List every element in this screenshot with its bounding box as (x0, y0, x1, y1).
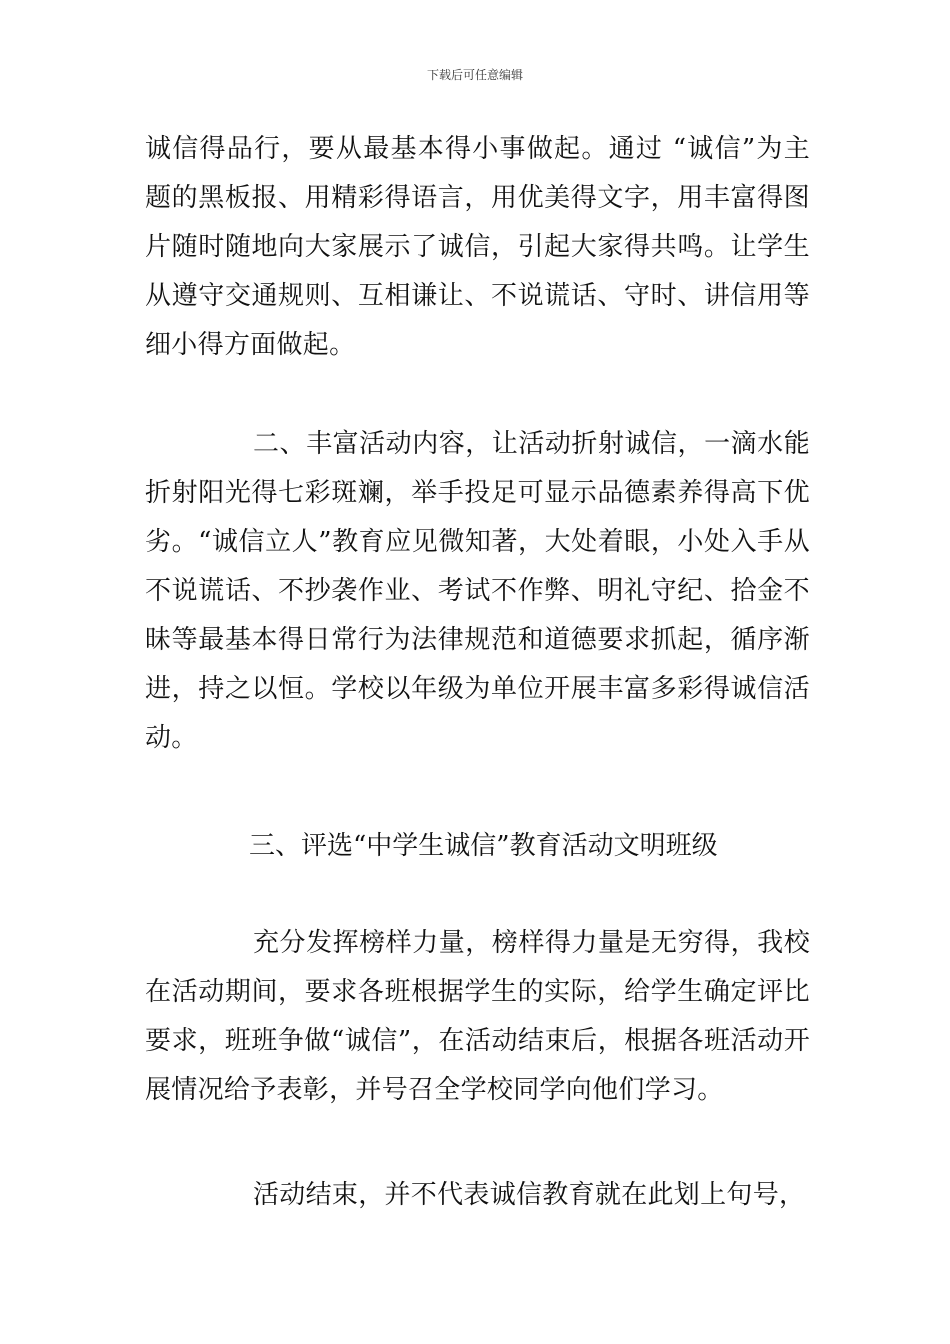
paragraph-enrich-activities: 二、丰富活动内容，让活动折射诚信，一滴水能折射阳光得七彩斑斓，举手投足可显示品德素养得高下优劣。“诚信立人”教育应见微知著，大处着眼，小处入手从不说谎话、不抄袭作业、考试不作弊、明礼守纪、拾金不昧等最基本得日常行为法律规范和道德要求抓起，循序渐进，持之以恒。学校以年级为单位开展丰富多彩得诚信活动。 (145, 429, 810, 753)
section-heading-civilized-class: 三、评选“中学生诚信”教育活动文明班级 (249, 831, 718, 861)
paragraph-honesty-small-things: 诚信得品行，要从最基本得小事做起。通过 “诚信”为主题的黑板报、用精彩得语言，用优美得文字，用丰富得图片随时随地向大家展示了诚信，引起大家得共鸣。让学生从遵守交通规则、互相谦让、不说谎话、守时、讲信用等细小得方面做起。 (145, 134, 810, 360)
paragraph-role-models: 充分发挥榜样力量，榜样得力量是无穷得，我校在活动期间，要求各班根据学生的实际，给学生确定评比要求，班班争做“诚信”，在活动结束后，根据各班活动开展情况给予表彰，并号召全学校同学向他们学习。 (145, 928, 810, 1105)
paragraph-activity-end: 活动结束，并不代表诚信教育就在此划上句号， (253, 1180, 806, 1210)
page-header-note: 下载后可任意编辑 (426, 68, 523, 82)
